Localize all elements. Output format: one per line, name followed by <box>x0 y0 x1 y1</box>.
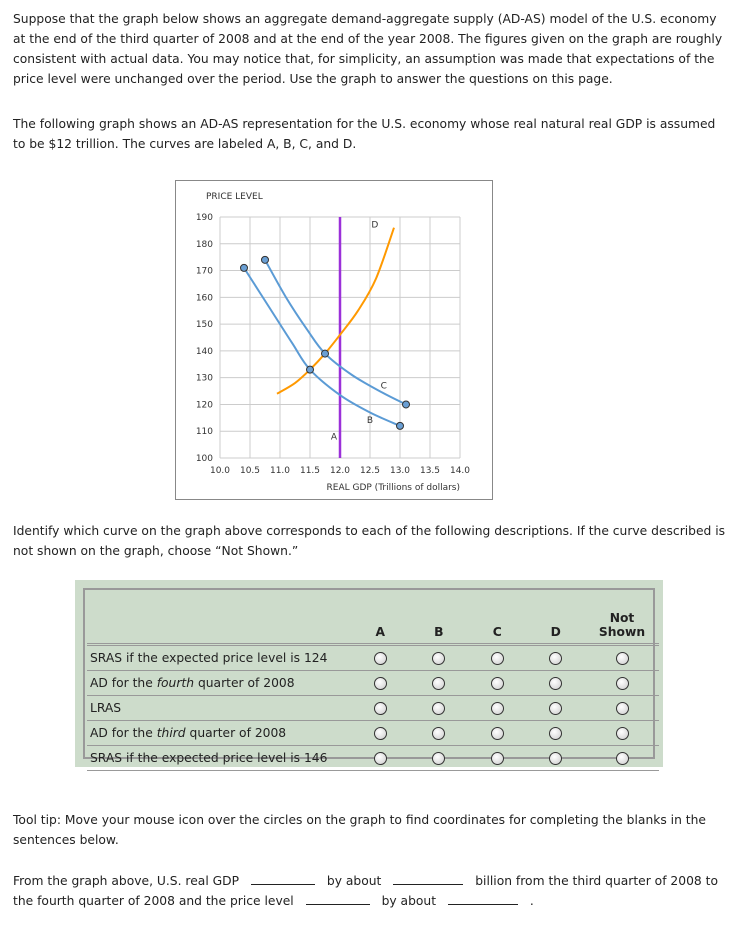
radio-b[interactable] <box>432 652 445 665</box>
price-direction-dropdown[interactable] <box>306 892 370 905</box>
radio-cell <box>468 645 527 671</box>
radio-a[interactable] <box>374 752 387 765</box>
x-tick-label: 13.5 <box>419 466 441 476</box>
row-label-text: AD for the <box>90 676 157 690</box>
curve-point-marker <box>397 422 404 429</box>
radio-cell <box>351 721 410 746</box>
curve-identification-table <box>75 580 663 767</box>
radio-b[interactable] <box>432 727 445 740</box>
identify-instructions: Identify which curve on the graph above corresponds to each of the following descriptions. If the curve described is not shown on the graph, choose “Not Shown.” <box>13 524 726 558</box>
row-label-text: SRAS if the expected price level is 146 <box>90 751 328 765</box>
sentence-part: From the graph above, U.S. real GDP <box>13 874 240 888</box>
y-tick-label: 100 <box>195 454 213 464</box>
curve-point-marker <box>322 350 329 357</box>
price-amount-input[interactable] <box>448 892 518 905</box>
row-label <box>87 696 351 721</box>
tool-tip: Tool tip: Move your mouse icon over the circles on the graph to find coordinates for completing the blanks in the sentences below. <box>13 813 706 847</box>
curve-label: D <box>371 220 379 231</box>
row-label-text: third <box>156 726 186 740</box>
radio-d[interactable] <box>549 702 562 715</box>
sentence-part: by about <box>381 894 437 908</box>
column-header: C <box>468 590 527 645</box>
table-row <box>87 746 659 771</box>
radio-cell <box>585 645 659 671</box>
x-tick-label: 10.5 <box>239 466 261 476</box>
radio-cell <box>468 721 527 746</box>
radio-b[interactable] <box>432 752 445 765</box>
radio-cell <box>410 721 469 746</box>
radio-cell <box>351 645 410 671</box>
radio-cell <box>351 696 410 721</box>
chart-svg <box>176 181 494 501</box>
radio-not-shown[interactable] <box>616 652 629 665</box>
radio-not-shown[interactable] <box>616 702 629 715</box>
radio-d[interactable] <box>549 652 562 665</box>
radio-b[interactable] <box>432 702 445 715</box>
radio-b[interactable] <box>432 677 445 690</box>
radio-c[interactable] <box>491 702 504 715</box>
row-label-text: AD for the <box>90 726 157 740</box>
x-tick-label: 12.0 <box>329 466 351 476</box>
radio-cell <box>351 746 410 771</box>
column-header: Not Shown <box>585 590 659 645</box>
y-tick-label: 160 <box>195 293 213 304</box>
x-tick-label: 12.5 <box>359 466 381 476</box>
radio-cell <box>410 696 469 721</box>
gdp-direction-dropdown[interactable] <box>251 872 315 885</box>
table-row <box>87 645 659 671</box>
column-header: B <box>410 590 469 645</box>
x-tick-label: 10.0 <box>209 466 231 476</box>
radio-cell <box>527 746 586 771</box>
table-row <box>87 696 659 721</box>
radio-cell <box>351 671 410 696</box>
sentence-part: billion from the third quarter of 2008 to the fourth quarter of 2008 and the price level <box>13 874 718 908</box>
column-header: A <box>351 590 410 645</box>
radio-not-shown[interactable] <box>616 727 629 740</box>
row-label-text: LRAS <box>90 701 122 715</box>
y-tick-label: 150 <box>195 320 213 331</box>
radio-a[interactable] <box>374 677 387 690</box>
y-tick-label: 180 <box>195 239 213 250</box>
radio-cell <box>585 746 659 771</box>
graph-description: The following graph shows an AD-AS representation for the U.S. economy whose real natural real GDP is assumed to be $12 trillion. The curves are labeled A, B, C, and D. <box>13 117 716 151</box>
radio-c[interactable] <box>491 652 504 665</box>
radio-cell <box>527 721 586 746</box>
ad-as-graph <box>175 180 493 500</box>
radio-cell <box>410 746 469 771</box>
y-tick-label: 110 <box>195 427 213 438</box>
sentence-part: by about <box>326 874 382 888</box>
row-label <box>87 645 351 671</box>
radio-cell <box>468 696 527 721</box>
row-label-text: SRAS if the expected price level is 124 <box>90 651 328 665</box>
intro-text: Suppose that the graph below shows an aggregate demand-aggregate supply (AD-AS) model of the U.S. economy at the end of the third quarter of 2008 and at the end of the year 2008. The figures given on the graph are roughly consistent with actual data. You may notice that, for simplicity, an assumption was made that expectations of the price level were unchanged over the period. Use the graph to answer the questions on this page. <box>13 12 723 86</box>
y-tick-label: 120 <box>195 400 213 411</box>
radio-a[interactable] <box>374 727 387 740</box>
radio-d[interactable] <box>549 677 562 690</box>
curve-point-marker <box>403 401 410 408</box>
radio-d[interactable] <box>549 727 562 740</box>
radio-cell <box>410 645 469 671</box>
sentence-part: . <box>529 894 534 908</box>
curve-point-marker <box>241 264 248 271</box>
y-axis-label: PRICE LEVEL <box>206 192 263 202</box>
y-tick-label: 130 <box>195 373 213 384</box>
radio-not-shown[interactable] <box>616 752 629 765</box>
curve-label: A <box>330 432 338 443</box>
row-label <box>87 746 351 771</box>
radio-a[interactable] <box>374 702 387 715</box>
radio-a[interactable] <box>374 652 387 665</box>
radio-cell <box>527 645 586 671</box>
row-label-text: fourth <box>156 676 195 690</box>
curve-b <box>244 268 400 426</box>
row-label-text: quarter of 2008 <box>185 726 287 740</box>
radio-d[interactable] <box>549 752 562 765</box>
x-tick-label: 14.0 <box>449 466 471 476</box>
radio-cell <box>585 721 659 746</box>
x-tick-label: 11.5 <box>299 466 321 476</box>
column-header: D <box>527 590 586 645</box>
radio-c[interactable] <box>491 677 504 690</box>
row-label-text: quarter of 2008 <box>194 676 295 690</box>
curve-label: B <box>366 416 374 427</box>
radio-cell <box>527 671 586 696</box>
radio-c[interactable] <box>491 727 504 740</box>
radio-c[interactable] <box>491 752 504 765</box>
curve-label: C <box>380 381 387 392</box>
radio-cell <box>468 671 527 696</box>
table-row <box>87 671 659 696</box>
y-tick-label: 190 <box>195 213 213 223</box>
radio-not-shown[interactable] <box>616 677 629 690</box>
radio-cell <box>527 696 586 721</box>
x-tick-label: 13.0 <box>389 466 411 476</box>
radio-cell <box>468 746 527 771</box>
curve-point-marker <box>262 256 269 263</box>
gdp-amount-input[interactable] <box>393 872 463 885</box>
radio-cell <box>585 671 659 696</box>
row-label <box>87 721 351 746</box>
curve-point-marker <box>307 366 314 373</box>
y-tick-label: 140 <box>195 346 213 357</box>
radio-cell <box>585 696 659 721</box>
row-label <box>87 671 351 696</box>
y-tick-label: 170 <box>195 266 213 277</box>
radio-cell <box>410 671 469 696</box>
x-tick-label: 11.0 <box>269 466 291 476</box>
fill-in-sentence <box>13 871 733 911</box>
x-axis-label: REAL GDP (Trillions of dollars) <box>326 483 460 493</box>
header-blank <box>87 590 351 645</box>
table-row <box>87 721 659 746</box>
